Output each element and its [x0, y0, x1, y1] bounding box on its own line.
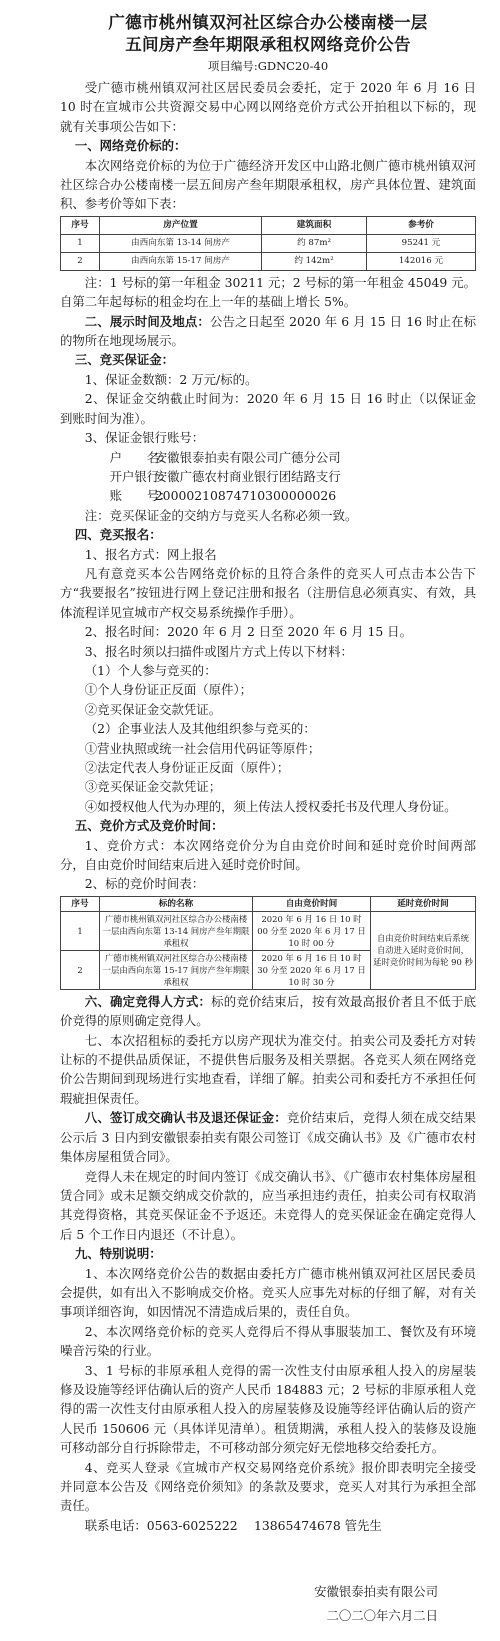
- table-header-cell: 延时竞价时间: [371, 896, 476, 911]
- section-2-heading: 二、展示时间及地点：: [84, 313, 210, 329]
- rent-note: 注：1 号标的第一年租金 30211 元；2 号标的第一年租金 45049 元。自第二年起每标的租金均在上一年的基础上增长 5%。: [60, 274, 476, 310]
- section-6-heading: 六、确定竞得人方式：: [84, 993, 212, 1009]
- title-line-2: 五间房产叁年期限承租权网络竞价公告: [125, 35, 411, 54]
- deposit-note: 注：竞买保证金的交纳方与竞买人名称必须一致。: [84, 507, 358, 523]
- table-cell: 1: [61, 911, 100, 950]
- intro-paragraph: 受广德市桃州镇双河社区居民委员会委托，定于 2020 年 6 月 16 日 10 时在宣城市公共资源交易中心网以网络竞价方式公开拍租以下标的，现就有关事项公告如下：: [60, 80, 476, 134]
- table-cell: 142016 元: [367, 252, 476, 270]
- section-9-heading: 九、特别说明：: [74, 1246, 162, 1262]
- list-item: ②竞买保证金交款凭证。: [84, 701, 222, 717]
- list-item: 4、竞买人登录《宣城市产权交易网络竞价系统》报价即表明完全接受并同意本公告及《网络竞价须知》的条款及要求，竞买人对其行为承担全部责任。: [60, 1459, 476, 1514]
- account-name-label: 户 名：: [109, 449, 172, 465]
- account-number-label: 账 号：: [109, 488, 172, 504]
- document-title: [60, 12, 476, 56]
- schedule-table-header: [61, 896, 476, 911]
- table-header-cell: 房产位置: [100, 216, 262, 234]
- table-cell: 约 142m²: [262, 252, 367, 270]
- property-table-header: [61, 216, 476, 234]
- table-header-cell: 建筑面积: [262, 216, 367, 234]
- table-header-cell: 参考价: [367, 216, 476, 234]
- list-item: ①营业执照或统一社会信用代码证等原件；: [84, 740, 321, 756]
- section-2: [60, 312, 476, 351]
- schedule-title: 2、标的竞价时间表：: [84, 876, 205, 892]
- registration-instructions: 凡有意竞买本公告网络竞价标的且符合条件的竞买人可点击本公告下方“我要报名”按钮进行网上登记注册和报名（注册信息必须真实、有效，具体流程详见宣城市产权交易系统操作手册）。: [60, 565, 476, 620]
- property-table: [60, 216, 476, 271]
- table-header-cell: 标的名称: [100, 896, 253, 911]
- table-header-cell: 序号: [61, 216, 100, 234]
- deposit-account-title: 3、保证金银行账号：: [84, 430, 205, 446]
- table-row: [61, 234, 476, 252]
- list-item: 3、1 号标的非原承租人竞得的需一次性支付由原承租人投入的房屋装修及设施等经评估确认后的资产人民币 184883 元；2 号标的非原承租人竞得的需一次性支付由原承租人投入的房屋装修及设施等经评估确认后的资产人民币 150606 元（具体详见清单）。租赁期满，承租人投入的装修及设施可移动部分自行拆除带走，不可移动部分须完好无偿地移交给委托方。: [60, 1362, 476, 1456]
- project-number: 项目编号:GDNC20-40: [207, 59, 329, 73]
- registration-period: 2、报名时间：2020 年 6 月 2 日至 2020 年 6 月 15 日。: [84, 624, 412, 640]
- company-materials-heading: （2）企事业法人及其他组织参与竞买的：: [84, 721, 316, 737]
- table-cell: 95241 元: [367, 234, 476, 252]
- list-item: 1、本次网络竞价公告的数据由委托方广德市桃州镇双河社区居民委员会提供，如有出入不影响成交价格。竞买人应事先对标的仔细了解，对有关事项详细咨询，如因情况不清造成后果的，责任自负。: [60, 1265, 476, 1320]
- account-bank-value: 安徽广德农村商业银行团结路支行: [154, 468, 341, 484]
- table-cell: 约 87m²: [262, 234, 367, 252]
- table-cell: 广德市桃州镇双河社区综合办公楼南楼一层由西向东第 13-14 间房产叁年期限承租权: [100, 911, 253, 950]
- bidding-schedule-table: [60, 896, 476, 990]
- deposit-amount: 1、保证金数额：2 万元/标的。: [84, 371, 258, 387]
- section-8: [60, 1108, 476, 1166]
- table-cell: 2: [61, 950, 100, 989]
- account-name-row: [60, 448, 476, 467]
- section-1-heading: 一、网络竞价标的：: [74, 138, 187, 154]
- section-4-heading: 四、竞买报名：: [74, 527, 162, 543]
- section-6: [60, 992, 476, 1031]
- bidding-method: 1、竞价方式：本次网络竞价分为自由竞价时间和延时竞价时间两部分，自由竞价时间结束后进入延时竞价时间。: [60, 837, 476, 873]
- account-bank-label: 开户银行：: [109, 468, 172, 484]
- table-header-cell: 自由竞价时间: [253, 896, 371, 911]
- table-cell: 1: [61, 234, 100, 252]
- personal-materials-heading: （1）个人参与竞买的：: [84, 662, 217, 678]
- materials-intro: 3、报名时须以扫描件或图片方式上传以下材料：: [84, 643, 353, 659]
- list-item: ④如授权他人代为办理的，须上传法人授权委托书及代理人身份证。: [84, 798, 457, 814]
- account-bank-row: [60, 467, 476, 486]
- section-1-text: 本次网络竞价标的为位于广德经济开发区中山路北侧广德市桃州镇双河社区综合办公楼南楼一层五间房产叁年期限承租权，房产具体位置、建筑面积、参考价等如下表：: [60, 157, 476, 212]
- table-cell: 2020 年 6 月 16 日 10 时 30 分至 2020 年 6 月 17 日 10 时 30 分: [253, 950, 371, 989]
- section-3-heading: 三、竞买保证金：: [74, 352, 174, 368]
- list-item: ③竞买保证金交款凭证；: [84, 779, 222, 795]
- delay-bidding-cell: 自由竞价时间结束后系统自动进入延时竞价时间，延时竞价时间为每轮 90 秒: [371, 911, 476, 989]
- list-item: ①个人身份证正反面（原件）；: [84, 682, 253, 698]
- section-5-heading: 五、竞价方式及竞价时间：: [74, 818, 224, 834]
- table-row: [61, 911, 476, 950]
- table-header-cell: 序号: [61, 896, 100, 911]
- account-number-row: [60, 486, 476, 505]
- table-cell: 由西向东第 13-14 间房产: [100, 234, 262, 252]
- list-item: ②法定代表人身份证正反面（原件）；: [84, 760, 290, 775]
- signature-date: 二〇二〇年六月二日: [326, 1608, 438, 1623]
- signature-company: 安徽银泰拍卖有限公司: [314, 1584, 438, 1599]
- section-8-text: 竞价结束后，竞得人须在成交结果公示后 3 日内到安徽银泰拍卖有限公司签订《成交确认书》及《广德市农村集体房屋租赁合同》。: [60, 1110, 477, 1165]
- title-line-1: 广德市桃州镇双河社区综合办公楼南楼一层: [108, 13, 428, 32]
- account-name-value: 安徽银泰拍卖有限公司广德分公司: [154, 449, 341, 465]
- deposit-deadline: 2、保证金交纳截止时间为：2020 年 6 月 15 日 16 时止（以保证金到账时间为准）。: [60, 391, 476, 426]
- registration-method: 1、报名方式：网上报名: [84, 546, 217, 562]
- table-cell: 广德市桃州镇双河社区综合办公楼南楼一层由西向东第 15-17 间房产叁年期限承租权: [100, 950, 253, 989]
- table-cell: 2: [61, 252, 100, 270]
- section-2-text: 公告之日起至 2020 年 6 月 15 日 16 时止在标的物所在地现场展示。: [60, 313, 476, 349]
- account-number-value: 20000210874710300000026: [154, 488, 337, 504]
- table-row: [61, 252, 476, 270]
- section-7-text: 七、本次招租标的委托方以房产现状为准交付。拍卖公司及委托方对转让标的不提供品质保证，不提供售后服务及相关票据。各竞买人须在网络竞价公告期间到现场进行实地查看，详细了解。拍卖公司和委托方不承担任何瑕疵担保责任。: [60, 1032, 476, 1106]
- section-8-default-clause: 竞得人未在规定的时间内签订《成交确认书》、《广德市农村集体房屋租赁合同》或未足额交纳成交价款的，应当承担违约责任，拍卖公司有权取消其竞得资格，其竞买保证金不予返还。未竞得人的竞买保证金在确定竞得人后 5 个工作日内退还（不计息）。: [60, 1168, 476, 1242]
- contact-phone: 联系电话：0563-6025222 13865474678 管先生: [84, 1517, 382, 1533]
- table-cell: 由西向东第 15-17 间房产: [100, 252, 262, 270]
- list-item: 2、本次网络竞价标的竞买人竞得后不得从事服装加工、餐饮及有环境噪音污染的行业。: [60, 1323, 476, 1359]
- section-8-heading: 八、签订成交确认书及退还保证金：: [84, 1110, 287, 1126]
- table-cell: 2020 年 6 月 16 日 10 时 00 分至 2020 年 6 月 17 日 10 时 00 分: [253, 911, 371, 950]
- section-6-text: 标的竞价结束后，按有效最高报价者且不低于底价竞得的原则确定竞得人。: [60, 993, 477, 1029]
